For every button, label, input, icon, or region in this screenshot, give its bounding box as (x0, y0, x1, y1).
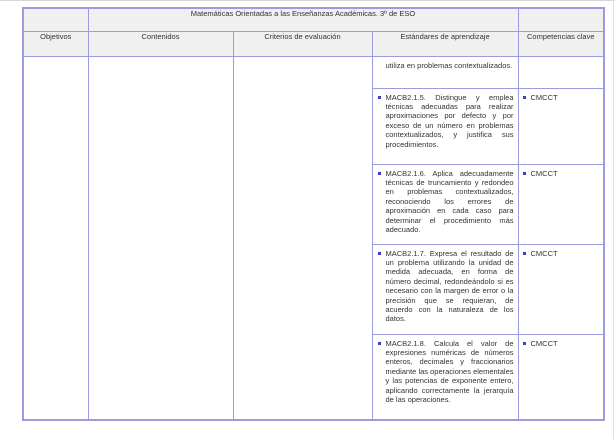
column-header-competencias: Competencias clave (518, 31, 604, 56)
estandar-cell (372, 244, 518, 334)
competencia-text (519, 57, 604, 64)
competencia-text: CMCCT (530, 168, 558, 178)
table-title-row (23, 8, 604, 31)
page-top-edge-line (0, 0, 615, 1)
title-row-right-empty-cell (518, 8, 604, 31)
bullet-icon (378, 96, 381, 99)
criterios-cell (233, 56, 372, 420)
curriculum-table (22, 7, 605, 421)
column-header-objetivos: Objetivos (23, 31, 88, 56)
bullet-icon (523, 96, 526, 99)
bullet-icon (378, 172, 381, 175)
estandar-text: MACB2.1.7. Expresa el resultado de un problema utilizando la unidad de medida adecuada, en forma de número decimal, redondeándolo si es necesario con la margen de error o la precisión que se requieran, de acuerdo con la naturaleza de los datos. (385, 248, 514, 324)
competencia-cell (518, 334, 604, 420)
page-right-edge-line (613, 0, 614, 439)
bullet-icon (523, 172, 526, 175)
estandar-cell (372, 56, 518, 88)
competencia-cell (518, 56, 604, 88)
title-row-left-empty-cell (23, 8, 88, 31)
table-title: Matemáticas Orientadas a las Enseñanzas Académicas. 3º de ESO (88, 8, 518, 31)
estandar-cell (372, 88, 518, 164)
column-header-criterios: Criterios de evaluación (233, 31, 372, 56)
column-header-estandares: Estándares de aprendizaje (372, 31, 518, 56)
competencia-cell (518, 164, 604, 244)
column-header-row (23, 31, 604, 56)
competencia-text: CMCCT (530, 92, 558, 102)
column-header-contenidos: Contenidos (88, 31, 233, 56)
bullet-icon (378, 252, 381, 255)
estandar-cell (372, 164, 518, 244)
objetivos-cell (23, 56, 88, 420)
competencia-cell (518, 88, 604, 164)
competencia-cell (518, 244, 604, 334)
estandar-text: MACB2.1.6. Aplica adecuadamente técnicas de truncamiento y redondeo en problemas contextualizados, reconociendo los errores de aproximación en cada caso para determinar el procedimiento más adecuado. (385, 168, 514, 234)
estandar-text: MACB2.1.5. Distingue y emplea técnicas adecuadas para realizar aproximaciones por defecto y por exceso de un número en problemas contextualizados, y justifica sus procedimientos. (385, 92, 514, 149)
competencia-text: CMCCT (530, 248, 558, 258)
bullet-icon (523, 252, 526, 255)
table-row (23, 56, 604, 88)
competencia-text: CMCCT (530, 338, 558, 348)
bullet-icon (378, 342, 381, 345)
estandar-cell (372, 334, 518, 420)
estandar-text: MACB2.1.8. Calcula el valor de expresiones numéricas de números enteros, decimales y fraccionarios mediante las operaciones elementales y las potencias de exponente entero, aplicando correctamente la jerarquía de las operaciones. (385, 338, 514, 404)
bullet-icon (523, 342, 526, 345)
contenidos-cell (88, 56, 233, 420)
estandar-text: utiliza en problemas contextualizados. (385, 60, 513, 70)
